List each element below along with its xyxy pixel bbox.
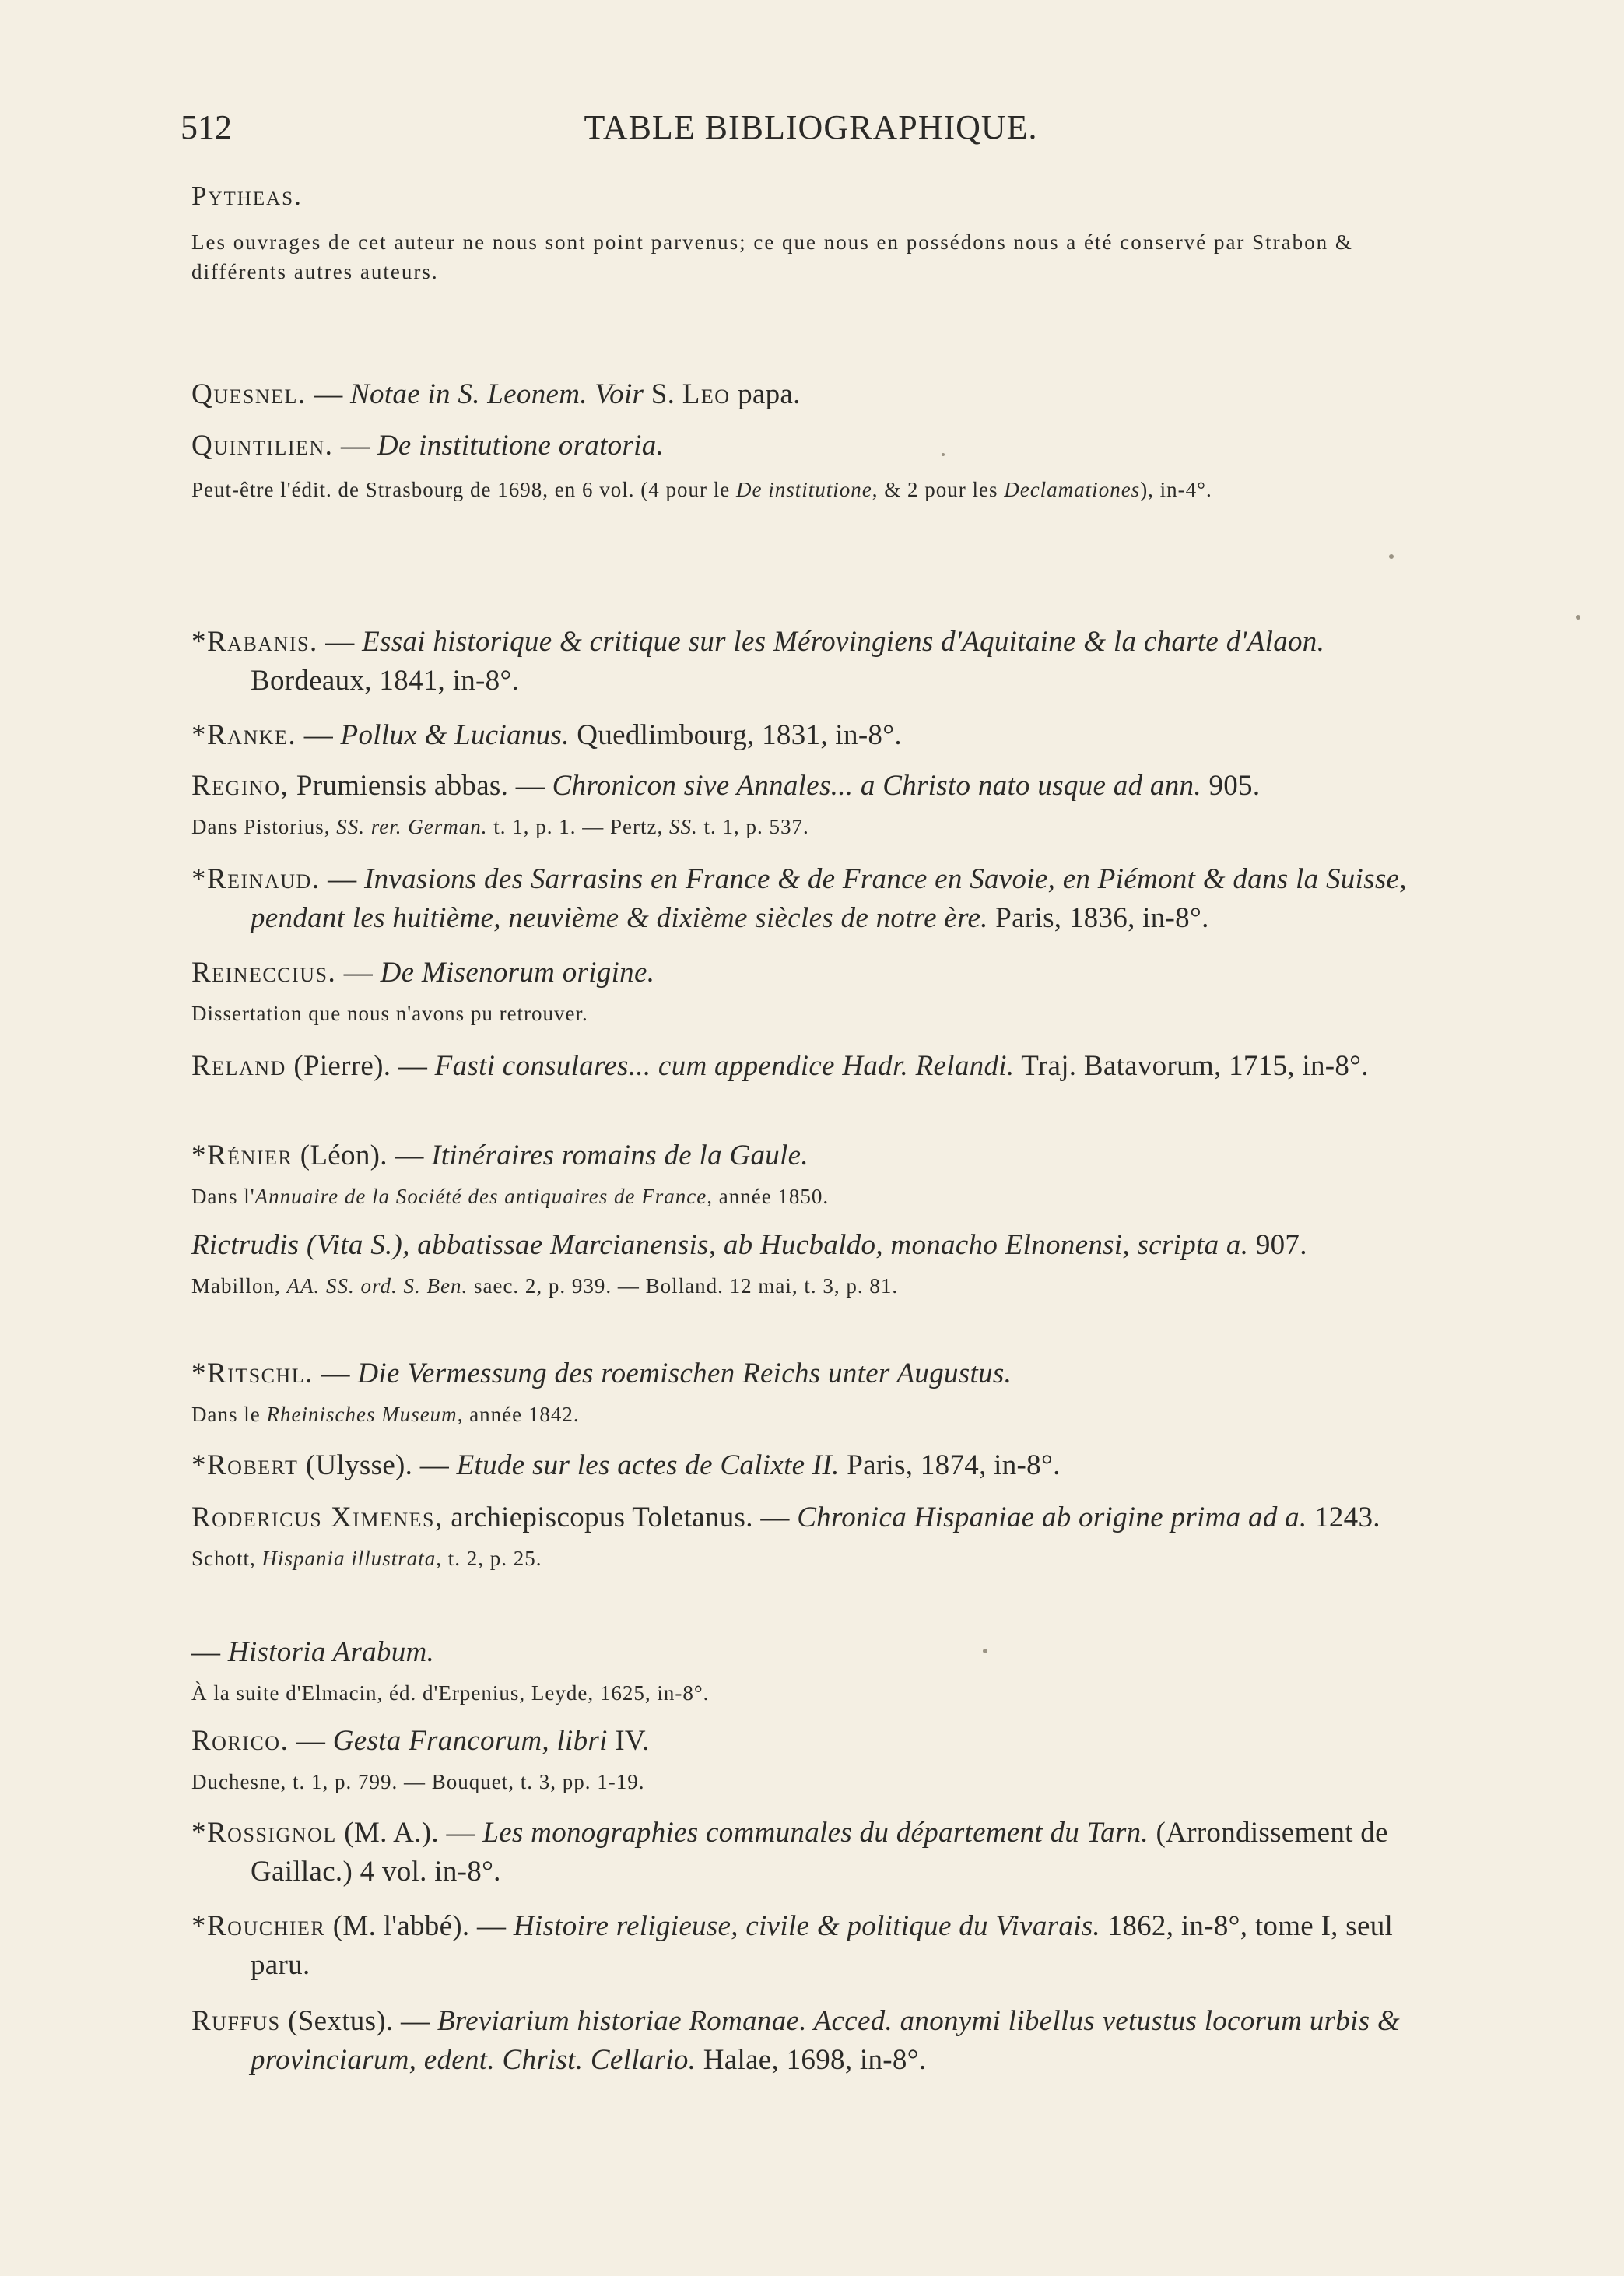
- entry-pytheas: [191, 177, 1436, 286]
- running-title: TABLE BIBLIOGRAPHIQUE.: [584, 108, 1038, 146]
- entry-ritschl: [191, 1354, 1436, 1429]
- entry-head: *Rénier (Léon). — Itinéraires romains de la Gaule.: [191, 1140, 808, 1171]
- entry-head: Rictrudis (Vita S.), abbatissae Marcianensis, ab Hucbaldo, monacho Elnonensi, scripta a. 907.: [191, 1229, 1307, 1261]
- entry-quesnel: [191, 375, 1436, 414]
- entry-head: Rorico. — Gesta Francorum, libri IV.: [191, 1725, 650, 1757]
- entry-author: Pytheas.: [191, 181, 303, 211]
- entry-reinaud: [191, 860, 1436, 938]
- entry-reineccius: [191, 954, 1436, 1028]
- entry-note: Mabillon, AA. SS. ord. S. Ben. saec. 2, p. 939. — Bolland. 12 mai, t. 3, p. 81.: [191, 1274, 899, 1298]
- entry-note: À la suite d'Elmacin, éd. d'Erpenius, Leyde, 1625, in-8°.: [191, 1681, 710, 1705]
- entry-note: Peut-être l'édit. de Strasbourg de 1698, en 6 vol. (4 pour le De institutione, & 2 pour les Declamationes), in-4°.: [191, 478, 1212, 501]
- entry-head: Rodericus Ximenes, archiepiscopus Toletanus. — Chronica Hispaniae ab origine prima ad a. 1243.: [191, 1502, 1380, 1533]
- page-header: [181, 107, 1441, 154]
- entry-head: *Reinaud. — Invasions des Sarrasins en France & de France en Savoie, en Piémont & dans la Suisse, pendant les huitième, neuvième & dixième siècles de notre ère. Paris, 1836, in-8°.: [191, 863, 1407, 934]
- entry-ranke: [191, 716, 1436, 755]
- paper-speck: [983, 1649, 987, 1653]
- entry-head: *Ranke. — Pollux & Lucianus. Quedlimbourg, 1831, in-8°.: [191, 719, 902, 751]
- entry-head: Quesnel. — Notae in S. Leonem. Voir S. Leo papa.: [191, 378, 801, 410]
- entry-renier: [191, 1136, 1436, 1211]
- entry-head: Ruffus (Sextus). — Breviarium historiae Romanae. Acced. anonymi libellus vetustus locorum urbis & provinciarum, edent. Christ. Cellario. Halae, 1698, in-8°.: [191, 2005, 1400, 2076]
- entry-head: *Rouchier (M. l'abbé). — Histoire religieuse, civile & politique du Vivarais. 1862, in-8°, tome I, seul paru.: [191, 1910, 1394, 1981]
- entry-quintilien: [191, 427, 1436, 504]
- paper-speck: [942, 453, 945, 456]
- entry-head: *Rossignol (M. A.). — Les monographies communales du département du Tarn. (Arrondissement de Gaillac.) 4 vol. in-8°.: [191, 1817, 1388, 1888]
- entry-rabanis: [191, 623, 1436, 701]
- entry-note: Dans Pistorius, SS. rer. German. t. 1, p. 1. — Pertz, SS. t. 1, p. 537.: [191, 815, 809, 838]
- entry-head: *Robert (Ulysse). — Etude sur les actes de Calixte II. Paris, 1874, in-8°.: [191, 1449, 1061, 1481]
- entry-note: Dans l'Annuaire de la Société des antiquaires de France, année 1850.: [191, 1185, 830, 1208]
- entry-head: — Historia Arabum.: [191, 1636, 435, 1668]
- entry-note: Dans le Rheinisches Museum, année 1842.: [191, 1403, 580, 1426]
- entry-reland: [191, 1047, 1436, 1086]
- entry-note: Duchesne, t. 1, p. 799. — Bouquet, t. 3, pp. 1-19.: [191, 1770, 645, 1793]
- entry-regino: [191, 767, 1436, 841]
- entry-note: Schott, Hispania illustrata, t. 2, p. 25.: [191, 1547, 542, 1570]
- entry-head: Quintilien. — De institutione oratoria.: [191, 430, 665, 462]
- entry-head: *Rabanis. — Essai historique & critique sur les Mérovingiens d'Aquitaine & la charte d'Alaon. Bordeaux, 1841, in-8°.: [191, 626, 1325, 697]
- entry-note: Les ouvrages de cet auteur ne nous sont point parvenus; ce que nous en possédons nous a été conservé par Strabon & différents autres auteurs.: [191, 230, 1353, 283]
- entry-historia-arabum: [191, 1633, 1436, 1708]
- paper-speck: [1576, 615, 1580, 620]
- entry-robert: [191, 1446, 1436, 1485]
- entry-head: Regino, Prumiensis abbas. — Chronicon sive Annales... a Christo nato usque ad ann. 905.: [191, 770, 1261, 802]
- page-number: 512: [181, 108, 232, 146]
- entry-ruffus: [191, 2002, 1436, 2080]
- entry-rossignol: [191, 1814, 1436, 1891]
- entry-head: Reland (Pierre). — Fasti consulares... cum appendice Hadr. Relandi. Traj. Batavorum, 1715, in-8°.: [191, 1050, 1369, 1082]
- entry-rorico: [191, 1722, 1436, 1797]
- entry-rictrudis: [191, 1226, 1436, 1301]
- entry-head: Reineccius. — De Misenorum origine.: [191, 957, 655, 989]
- paper-speck: [1389, 554, 1394, 559]
- entry-head: *Ritschl. — Die Vermessung des roemischen Reichs unter Augustus.: [191, 1358, 1012, 1389]
- entry-note: Dissertation que nous n'avons pu retrouver.: [191, 1002, 588, 1025]
- entry-rodericus: [191, 1498, 1436, 1573]
- entry-rouchier: [191, 1907, 1436, 1985]
